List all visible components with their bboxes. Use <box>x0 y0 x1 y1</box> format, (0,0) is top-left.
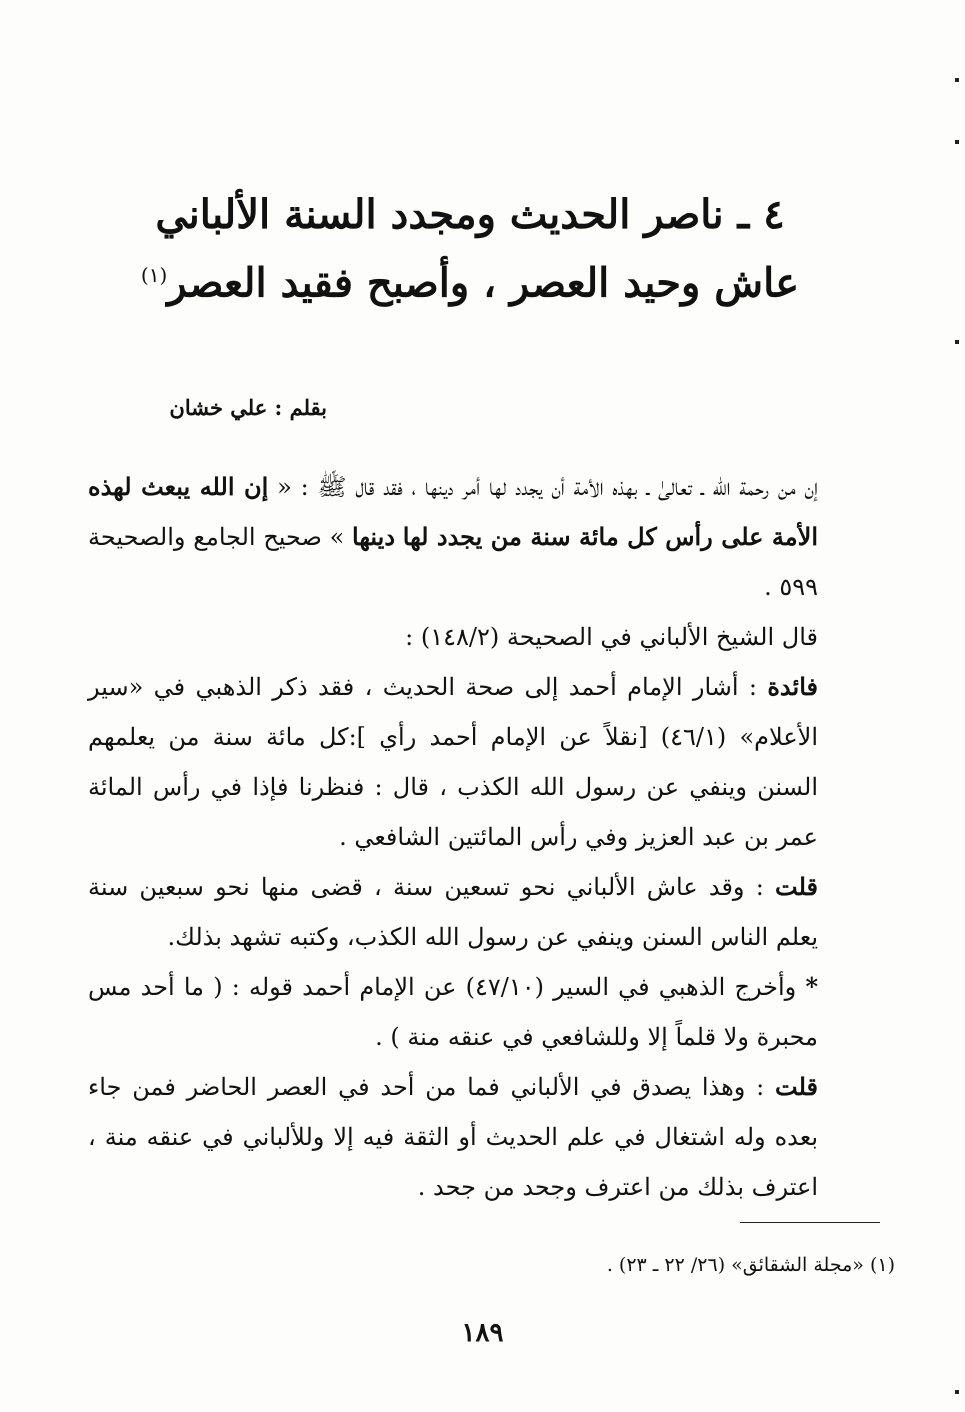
chapter-title-line1 <box>120 185 820 245</box>
title-text-line1: ٤ ـ ناصر الحديث ومجدد السنة الألباني <box>155 191 785 238</box>
paragraph-dhahabi <box>88 962 818 1062</box>
paragraph-lead: فائدة <box>767 672 818 701</box>
page-number: ١٨٩ <box>461 1318 504 1348</box>
paragraph-hadith <box>88 462 818 612</box>
paragraph-text: » صحيح الجامع والصحيحة ٥٩٩ . <box>88 523 818 601</box>
bullet-star: * <box>805 972 818 1001</box>
page-edge-mark <box>955 140 959 144</box>
paragraph-text: : أشار الإمام أحمد إلى صحة الحديث ، فقد ذكر الذهبي في «سير الأعلام» (٤٦/١) [نقلاً عن الإمام أحمد رأي ]:كل مائة سنة من يعلمهم السنن وينفي عن رسول الله الكذب ، قال : فنظرنا فإذا في رأس المائة عمر بن عبد العزيز وفي رأس المائتين الشافعي . <box>88 673 818 851</box>
article-body <box>88 462 818 1212</box>
hadith-quote: دينها <box>352 522 396 551</box>
author-byline: بقلم : علي خشان <box>169 395 327 420</box>
paragraph-comment-1 <box>88 862 818 962</box>
paragraph-quote: ( ما أحد مس محبرة ولا قلماً إلا وللشافعي في عنقه منة ) . <box>88 973 818 1051</box>
paragraph-sheikh-quote <box>88 612 818 662</box>
page-edge-mark <box>955 340 959 344</box>
paragraph-text: إن من رحمة الله ـ تعالىٰ ـ بهذه الأمة أن يجدد لها أمر دينها ، فقد <box>383 473 818 501</box>
page-edge-mark <box>955 78 959 82</box>
paragraph-text: : وهذا يصدق في الألباني فما من أحد في العصر الحاضر فمن جاء بعده وله اشتغال في علم الحديث أو الثقة فيه إلا وللألباني في عنقه منة ، اعترف بذلك من اعترف وجحد من جحد . <box>88 1073 818 1201</box>
paragraph-benefit <box>88 662 818 862</box>
title-footnote-marker: (١) <box>140 263 168 287</box>
footnote: (١) «مجلة الشقائق» (٢٦/ ٢٢ ـ ٢٣) . <box>606 1254 895 1276</box>
hadith-quote: إن الله يبعث لهذه الأمة على رأس كل مائة سنة من يجدد لها <box>88 472 818 551</box>
paragraph-text: وأخرج الذهبي في السير (٤٧/١٠) عن الإمام أحمد قوله : <box>231 973 806 1001</box>
paragraph-lead: قلت <box>775 872 818 901</box>
chapter-title-line2 <box>120 245 820 313</box>
paragraph-text: قال ﷺ : « <box>268 473 375 501</box>
paragraph-text: قال الشيخ الألباني في الصحيحة (١٤٨/٢) : <box>405 623 818 651</box>
paragraph-lead: قلت <box>775 1072 818 1101</box>
title-text-line2: عاش وحيد العصر ، وأصبح فقيد العصر <box>167 259 800 307</box>
footnote-divider <box>740 1222 880 1223</box>
paragraph-text: : وقد عاش الألباني نحو تسعين سنة ، قضى منها نحو سبعين سنة يعلم الناس السنن وينفي عن رسول الله الكذب، وكتبه تشهد بذلك. <box>88 873 818 951</box>
paragraph-comment-2 <box>88 1062 818 1212</box>
page-edge-mark <box>955 1390 959 1394</box>
